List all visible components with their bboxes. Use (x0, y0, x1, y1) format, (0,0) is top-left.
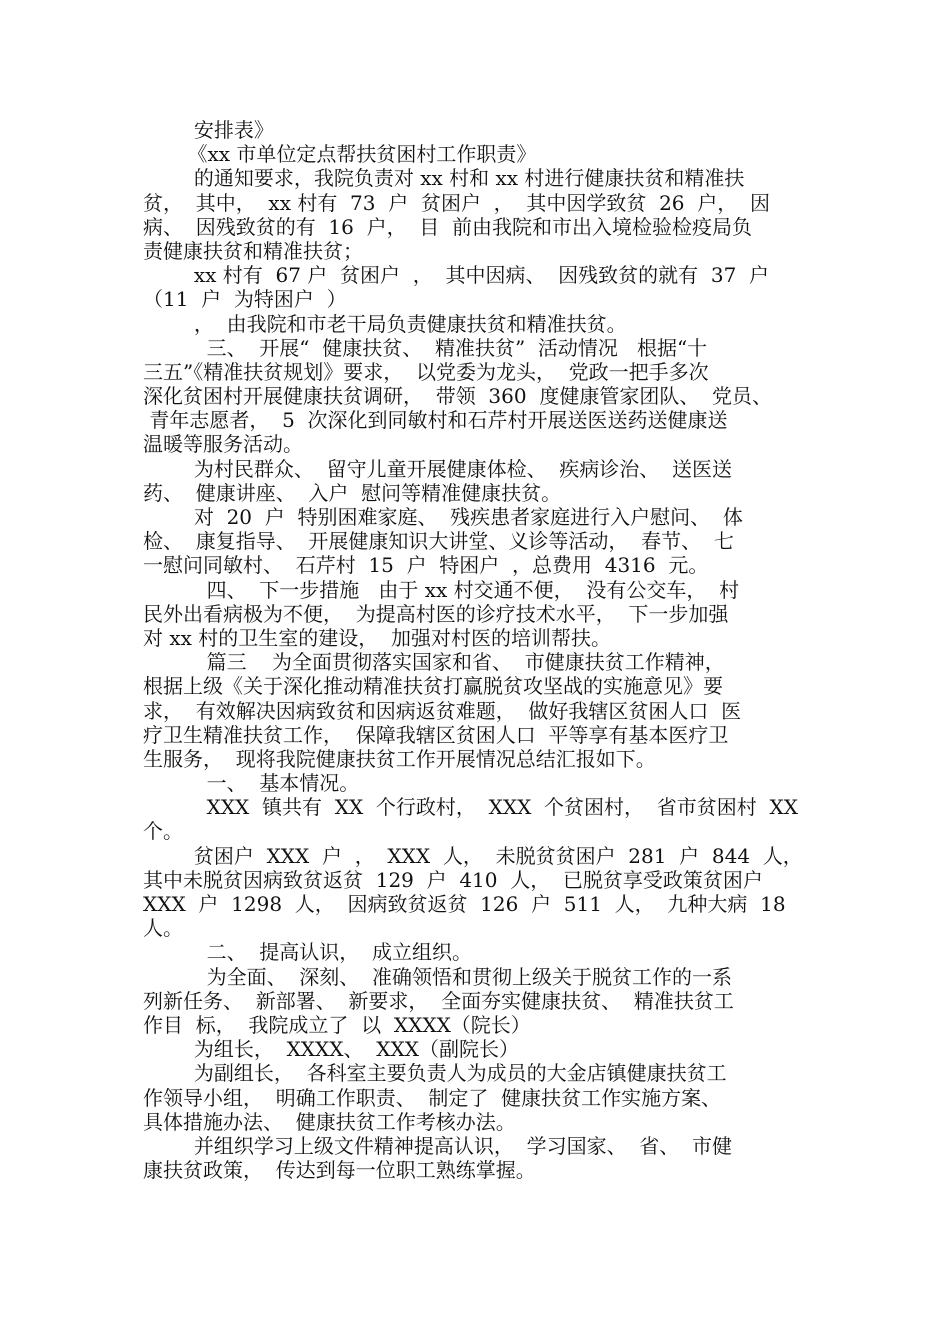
text-line: 作目 标， 我院成立了 以 XXXX（院长） (143, 1012, 531, 1037)
text-line: 三、 开展“ 健康扶贫、 精准扶贫” 活动情况 根据“十 (143, 335, 708, 360)
text-line: 药、 健康讲座、 入户 慰问等精准健康扶贫。 (143, 480, 562, 505)
text-line: XXX 镇共有 XX 个行政村， XXX 个贫困村， 省市贫困村 XX (143, 795, 798, 820)
text-line: 求， 有效解决因病致贫和因病返贫难题， 做好我辖区贫困人口 医 (143, 698, 742, 723)
text-line: 对 xx 村的卫生室的建设， 加强对村医的培训帮扶。 (143, 625, 611, 650)
text-line: 人。 (143, 916, 183, 941)
text-line: 安排表》 (143, 118, 274, 142)
text-line: 责健康扶贫和精准扶贫； (143, 238, 363, 263)
text-line: 贫， 其中， xx 村有 73 户 贫困户 ， 其中因学致贫 26 户， 因 (143, 190, 770, 215)
text-line: 检、 康复指导、 开展健康知识大讲堂、义诊等活动， 春节、 七 (143, 529, 734, 554)
text-line: 对 20 户 特别困难家庭、 残疾患者家庭进行入户慰问、 体 (143, 505, 743, 529)
text-line: 并组织学习上级文件精神提高认识， 学习国家、 省、 市健 (143, 1133, 733, 1158)
text-line: 作领导小组， 明确工作职责、 制定了 健康扶贫工作实施方案、 (143, 1085, 722, 1110)
text-line: 为村民群众、 留守儿童开展健康体检、 疾病诊治、 送医送 (143, 456, 733, 481)
document-body (143, 118, 808, 1182)
text-line: 民外出看病极为不便， 为提高村医的诊疗技术水平， 下一步加强 (143, 601, 729, 626)
text-line: 四、 下一步措施 由于 xx 村交通不便， 没有公交车， 村 (143, 577, 740, 602)
text-line: xx 村有 67 户 贫困户 ， 其中因病、 因残致贫的就有 37 户 (143, 263, 770, 288)
text-line: 青年志愿者， 5 次深化到同敏村和石芹村开展送医送药送健康送 (143, 408, 728, 433)
text-line: 贫困户 XXX 户 ， XXX 人， 未脱贫贫困户 281 户 844 人， (143, 843, 803, 868)
text-line: 为副组长， 各科室主要负责人为成员的大金店镇健康扶贫工 (143, 1061, 727, 1086)
text-line: 其中未脱贫因病致贫返贫 129 户 410 人， 已脱贫享受政策贫困户 (143, 867, 763, 892)
text-line: 根据上级《关于深化推动精准扶贫打赢脱贫攻坚战的实施意见》要 (143, 674, 723, 699)
text-line: 康扶贫政策， 传达到每一位职工熟练掌握。 (143, 1158, 536, 1183)
text-line: 二、 提高认识， 成立组织。 (143, 940, 473, 965)
text-line: 具体措施办法、 健康扶贫工作考核办法。 (143, 1109, 516, 1134)
text-line: 为全面、 深刻、 准确领悟和贯彻上级关于脱贫工作的一系 (143, 964, 733, 989)
text-line: 为组长， XXXX、 XXX（副院长） (143, 1037, 519, 1062)
text-line: XXX 户 1298 人， 因病致贫返贫 126 户 511 人， 九种大病 18 (143, 892, 786, 916)
text-line: 一慰问同敏村、 石芹村 15 户 特困户 ，总费用 4316 元。 (143, 553, 709, 578)
text-line: 篇三 为全面贯彻落实国家和省、 市健康扶贫工作精神， (143, 650, 725, 675)
text-line: ， 由我院和市老干局负责健康扶贫和精准扶贫。 (143, 311, 627, 336)
text-line: 温暖等服务活动。 (143, 432, 303, 457)
text-line: 疗卫生精准扶贫工作， 保障我辖区贫困人口 平等享有基本医疗卫 (143, 722, 729, 747)
text-line: 列新任务、 新部署、 新要求， 全面夯实健康扶贫、 精准扶贫工 (143, 988, 734, 1013)
text-line: 一、 基本情况。 (143, 771, 360, 796)
text-line: （11 户 为特困户 ） (143, 287, 347, 312)
text-line: 深化贫困村开展健康扶贫调研， 带领 360 度健康管家团队、 党员、 (143, 384, 773, 409)
text-line: 个。 (143, 819, 183, 844)
text-line: 病、 因残致贫的有 16 户， 目 前由我院和市出入境检验检疫局负 (143, 214, 753, 239)
text-line: 三五”《精准扶贫规划》要求， 以党委为龙头， 党政一把手多次 (143, 359, 709, 384)
text-line: 的通知要求，我院负责对 xx 村和 xx 村进行健康扶贫和精准扶 (143, 166, 745, 191)
text-line: 生服务， 现将我院健康扶贫工作开展情况总结汇报如下。 (143, 746, 656, 771)
text-line: 《xx 市单位定点帮扶贫困村工作职责》 (143, 142, 537, 167)
